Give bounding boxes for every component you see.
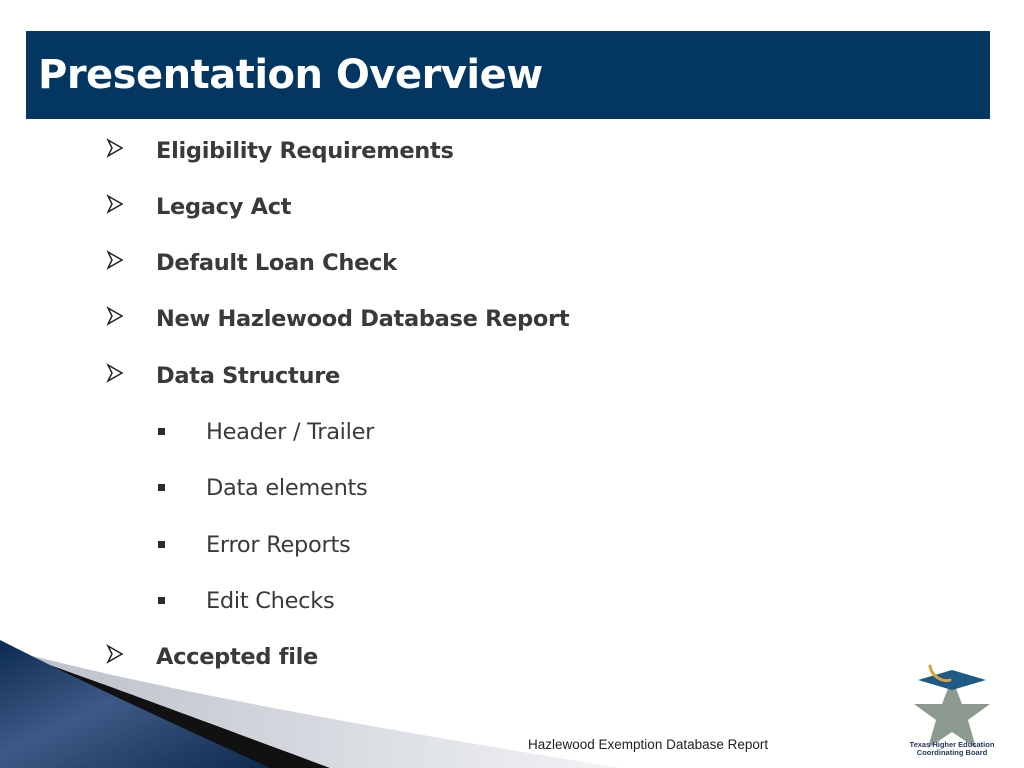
decorative-swoosh: [0, 640, 620, 768]
arrow-bullet-icon: [106, 194, 124, 214]
arrow-bullet-icon: [106, 306, 124, 326]
list-item-label: New Hazlewood Database Report: [156, 306, 570, 332]
logo-text: [896, 741, 1008, 757]
square-bullet-icon: [158, 484, 165, 491]
logo-text-line2: Coordinating Board: [916, 748, 988, 757]
sub-item-label: Data elements: [206, 475, 368, 501]
arrow-bullet-icon: [106, 138, 124, 158]
list-item-label: Eligibility Requirements: [156, 138, 454, 164]
slide-title: Presentation Overview: [38, 52, 543, 98]
footer-text: Hazlewood Exemption Database Report: [528, 737, 769, 752]
logo-text-line1: Texas Higher Education: [909, 740, 995, 749]
list-item-label: Data Structure: [156, 363, 340, 389]
list-item-label: Legacy Act: [156, 194, 292, 220]
title-bar: [26, 31, 990, 119]
list-item-label: Accepted file: [156, 644, 318, 670]
square-bullet-icon: [158, 541, 165, 548]
square-bullet-icon: [158, 428, 165, 435]
sub-item-label: Header / Trailer: [206, 419, 375, 445]
square-bullet-icon: [158, 597, 165, 604]
list-item-label: Default Loan Check: [156, 250, 397, 276]
sub-item-label: Edit Checks: [206, 588, 335, 614]
sub-item-label: Error Reports: [206, 532, 351, 558]
arrow-bullet-icon: [106, 363, 124, 383]
arrow-bullet-icon: [106, 250, 124, 270]
